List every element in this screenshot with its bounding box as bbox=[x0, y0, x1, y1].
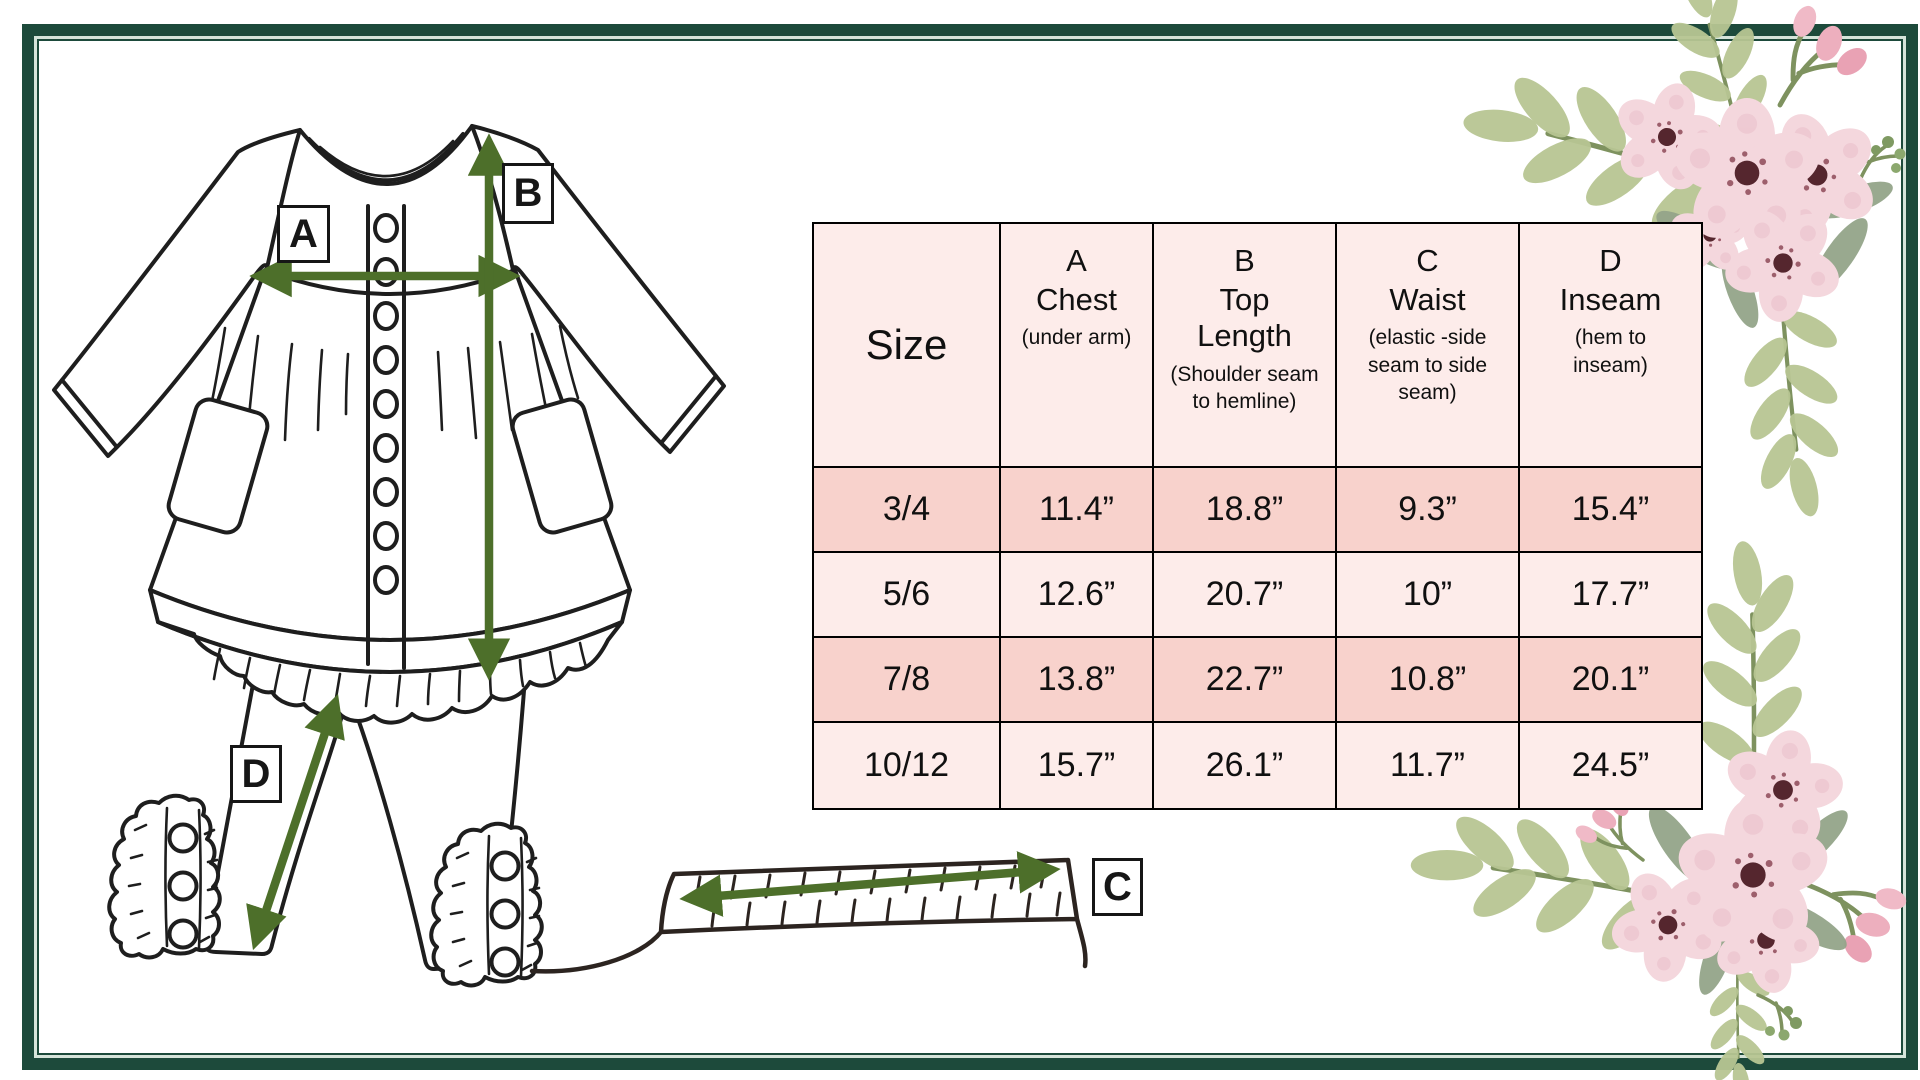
column-name: Top Length bbox=[1197, 281, 1292, 354]
table-cell-inseam: 17.7” bbox=[1520, 553, 1701, 638]
column-note: (hem to inseam) bbox=[1573, 326, 1648, 377]
right-ankle-ruffle bbox=[431, 824, 542, 986]
left-ankle-ruffle bbox=[109, 796, 220, 958]
column-letter: D bbox=[1599, 243, 1622, 278]
column-note: (elastic -side seam to side seam) bbox=[1367, 326, 1488, 405]
measure-label-d bbox=[230, 745, 282, 803]
table-cell-size: 10/12 bbox=[814, 723, 1001, 808]
column-letter: B bbox=[1234, 243, 1255, 278]
measure-label-a-text: A bbox=[289, 211, 318, 256]
column-note: (under arm) bbox=[1021, 326, 1132, 350]
column-name: Inseam bbox=[1559, 281, 1662, 317]
table-cell-size: 5/6 bbox=[814, 553, 1001, 638]
table-cell-top-length: 20.7” bbox=[1154, 553, 1337, 638]
table-cell-top-length: 22.7” bbox=[1154, 638, 1337, 723]
table-cell-chest: 15.7” bbox=[1001, 723, 1154, 808]
table-cell-chest: 11.4” bbox=[1001, 468, 1154, 553]
column-header-chest bbox=[1001, 224, 1154, 468]
measure-label-c bbox=[1092, 858, 1143, 916]
column-letter: A bbox=[1066, 243, 1087, 278]
column-letter: C bbox=[1416, 243, 1439, 278]
table-cell-chest: 12.6” bbox=[1001, 553, 1154, 638]
measure-label-b bbox=[502, 163, 554, 224]
table-cell-top-length: 26.1” bbox=[1154, 723, 1337, 808]
column-name: Waist bbox=[1389, 281, 1466, 317]
table-cell-waist: 10.8” bbox=[1337, 638, 1520, 723]
size-table bbox=[812, 222, 1703, 810]
column-header-top-length bbox=[1154, 224, 1337, 468]
column-header-inseam bbox=[1520, 224, 1701, 468]
measure-label-b-text: B bbox=[513, 171, 543, 215]
column-note: (Shoulder seam to hemline) bbox=[1170, 363, 1319, 414]
measure-label-d-text: D bbox=[241, 751, 271, 796]
table-cell-size: 3/4 bbox=[814, 468, 1001, 553]
table-cell-top-length: 18.8” bbox=[1154, 468, 1337, 553]
table-cell-waist: 11.7” bbox=[1337, 723, 1520, 808]
column-name: Chest bbox=[1036, 281, 1117, 317]
table-cell-size: 7/8 bbox=[814, 638, 1001, 723]
table-cell-waist: 9.3” bbox=[1337, 468, 1520, 553]
measure-label-a bbox=[277, 205, 330, 263]
column-header-size bbox=[814, 224, 1001, 468]
column-header-waist bbox=[1337, 224, 1520, 468]
table-cell-inseam: 20.1” bbox=[1520, 638, 1701, 723]
table-cell-inseam: 24.5” bbox=[1520, 723, 1701, 808]
table-cell-chest: 13.8” bbox=[1001, 638, 1154, 723]
size-header-text: Size bbox=[865, 321, 948, 368]
table-cell-waist: 10” bbox=[1337, 553, 1520, 638]
table-cell-inseam: 15.4” bbox=[1520, 468, 1701, 553]
measure-label-c-text: C bbox=[1103, 864, 1132, 909]
tunic-drawing bbox=[54, 126, 724, 723]
